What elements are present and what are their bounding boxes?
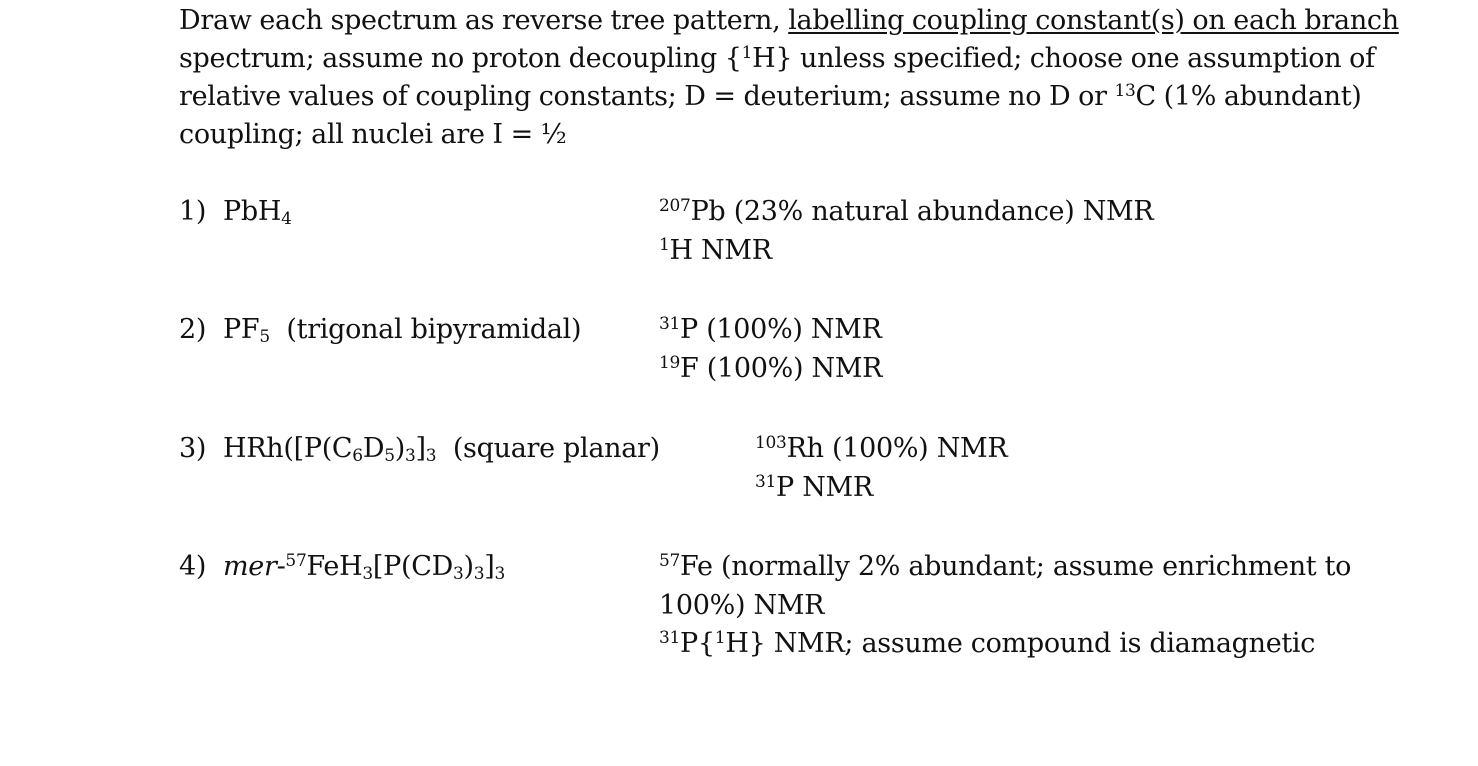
superscript: 207 xyxy=(659,196,691,216)
problem-3-spectra xyxy=(755,430,1007,507)
subscript: 3 xyxy=(404,446,416,466)
spectrum-text: Pb (23% natural abundance) NMR xyxy=(690,196,1154,227)
compound-text: ] xyxy=(415,433,426,464)
compound-text: HRh([P(C xyxy=(223,433,353,464)
problem-number: 3) xyxy=(179,433,207,464)
instructions-line-4 xyxy=(179,116,1439,154)
superscript: 31 xyxy=(659,314,681,334)
problem-number: 1) xyxy=(179,196,207,227)
problem-4-spectra xyxy=(659,548,1351,664)
problem-2-spectra xyxy=(659,311,882,388)
compound-text: PbH xyxy=(223,196,282,227)
compound-note: (trigonal bipyramidal) xyxy=(286,314,582,345)
instructions-text: coupling; all nuclei are I = ½ xyxy=(179,119,567,150)
problem-1-compound xyxy=(179,193,292,231)
superscript: 1 xyxy=(659,234,670,255)
subscript: 5 xyxy=(259,327,270,347)
superscript: 13 xyxy=(1114,81,1136,101)
instructions-text: relative values of coupling constants; D = deuterium; assume no D or xyxy=(179,81,1115,112)
problem-2-compound xyxy=(179,311,581,349)
subscript: 3 xyxy=(473,564,485,584)
instructions-line-2 xyxy=(179,40,1439,78)
spectrum-text: 100%) NMR xyxy=(659,589,825,621)
subscript: 3 xyxy=(362,564,373,584)
superscript: 31 xyxy=(755,471,777,492)
spectrum-text: P{ xyxy=(680,628,715,659)
subscript: 4 xyxy=(281,209,292,229)
problem-number: 2) xyxy=(179,314,207,345)
compound-text: PF xyxy=(223,314,260,345)
instructions-text: spectrum; assume no proton decoupling { xyxy=(179,43,742,74)
superscript: 1 xyxy=(714,628,726,648)
subscript: 6 xyxy=(352,446,363,466)
superscript: 1 xyxy=(741,43,753,63)
superscript: 57 xyxy=(659,551,681,571)
compound-text: ) xyxy=(394,433,405,464)
spectrum-line xyxy=(659,548,1351,587)
spectrum-line xyxy=(659,232,1153,271)
instructions-text: H} unless specified; choose one assumption of xyxy=(752,43,1375,74)
spectrum-line xyxy=(659,193,1153,232)
subscript: 5 xyxy=(384,446,395,466)
superscript: 19 xyxy=(659,352,681,373)
compound-text: [P(CD xyxy=(372,551,453,582)
spectrum-text: H} NMR; assume compound is diamagnetic xyxy=(725,628,1316,659)
instructions-underlined-text: labelling coupling constant(s) on each branch xyxy=(788,5,1399,36)
spectrum-text: H NMR xyxy=(669,234,772,266)
spectrum-text: P (100%) NMR xyxy=(680,314,882,345)
spectrum-line xyxy=(755,469,1007,508)
instructions-text: C (1% abundant) xyxy=(1135,81,1362,112)
compound-text: ] xyxy=(484,551,495,582)
compound-text: - xyxy=(276,551,286,582)
problem-number: 4) xyxy=(179,551,207,582)
superscript: 103 xyxy=(755,433,787,453)
spectrum-line xyxy=(755,430,1007,469)
spectrum-text: P NMR xyxy=(776,471,873,503)
instructions-line-1 xyxy=(179,2,1439,40)
spectrum-line xyxy=(659,625,1351,664)
spectrum-text: Fe (normally 2% abundant; assume enrichment to xyxy=(680,551,1352,582)
problem-4-compound xyxy=(179,548,505,586)
superscript: 57 xyxy=(285,551,307,571)
compound-prefix-italic: mer xyxy=(223,551,277,582)
spectrum-line xyxy=(659,350,882,389)
compound-note: (square planar) xyxy=(452,433,660,464)
spectrum-line xyxy=(659,587,1351,626)
spectrum-line xyxy=(659,311,882,350)
spectrum-text: Rh (100%) NMR xyxy=(786,433,1008,464)
subscript: 3 xyxy=(452,564,464,584)
subscript: 3 xyxy=(425,446,437,466)
subscript: 3 xyxy=(494,564,505,584)
instructions-paragraph xyxy=(179,2,1439,154)
instructions-line-3 xyxy=(179,78,1439,116)
superscript: 31 xyxy=(659,628,681,648)
problem-1-spectra xyxy=(659,193,1153,270)
compound-text: FeH xyxy=(306,551,363,582)
instructions-text: Draw each spectrum as reverse tree pattern, xyxy=(179,5,789,36)
compound-text: D xyxy=(362,433,385,464)
problem-3-compound xyxy=(179,430,660,468)
compound-text: ) xyxy=(463,551,474,582)
spectrum-text: F (100%) NMR xyxy=(680,352,883,384)
